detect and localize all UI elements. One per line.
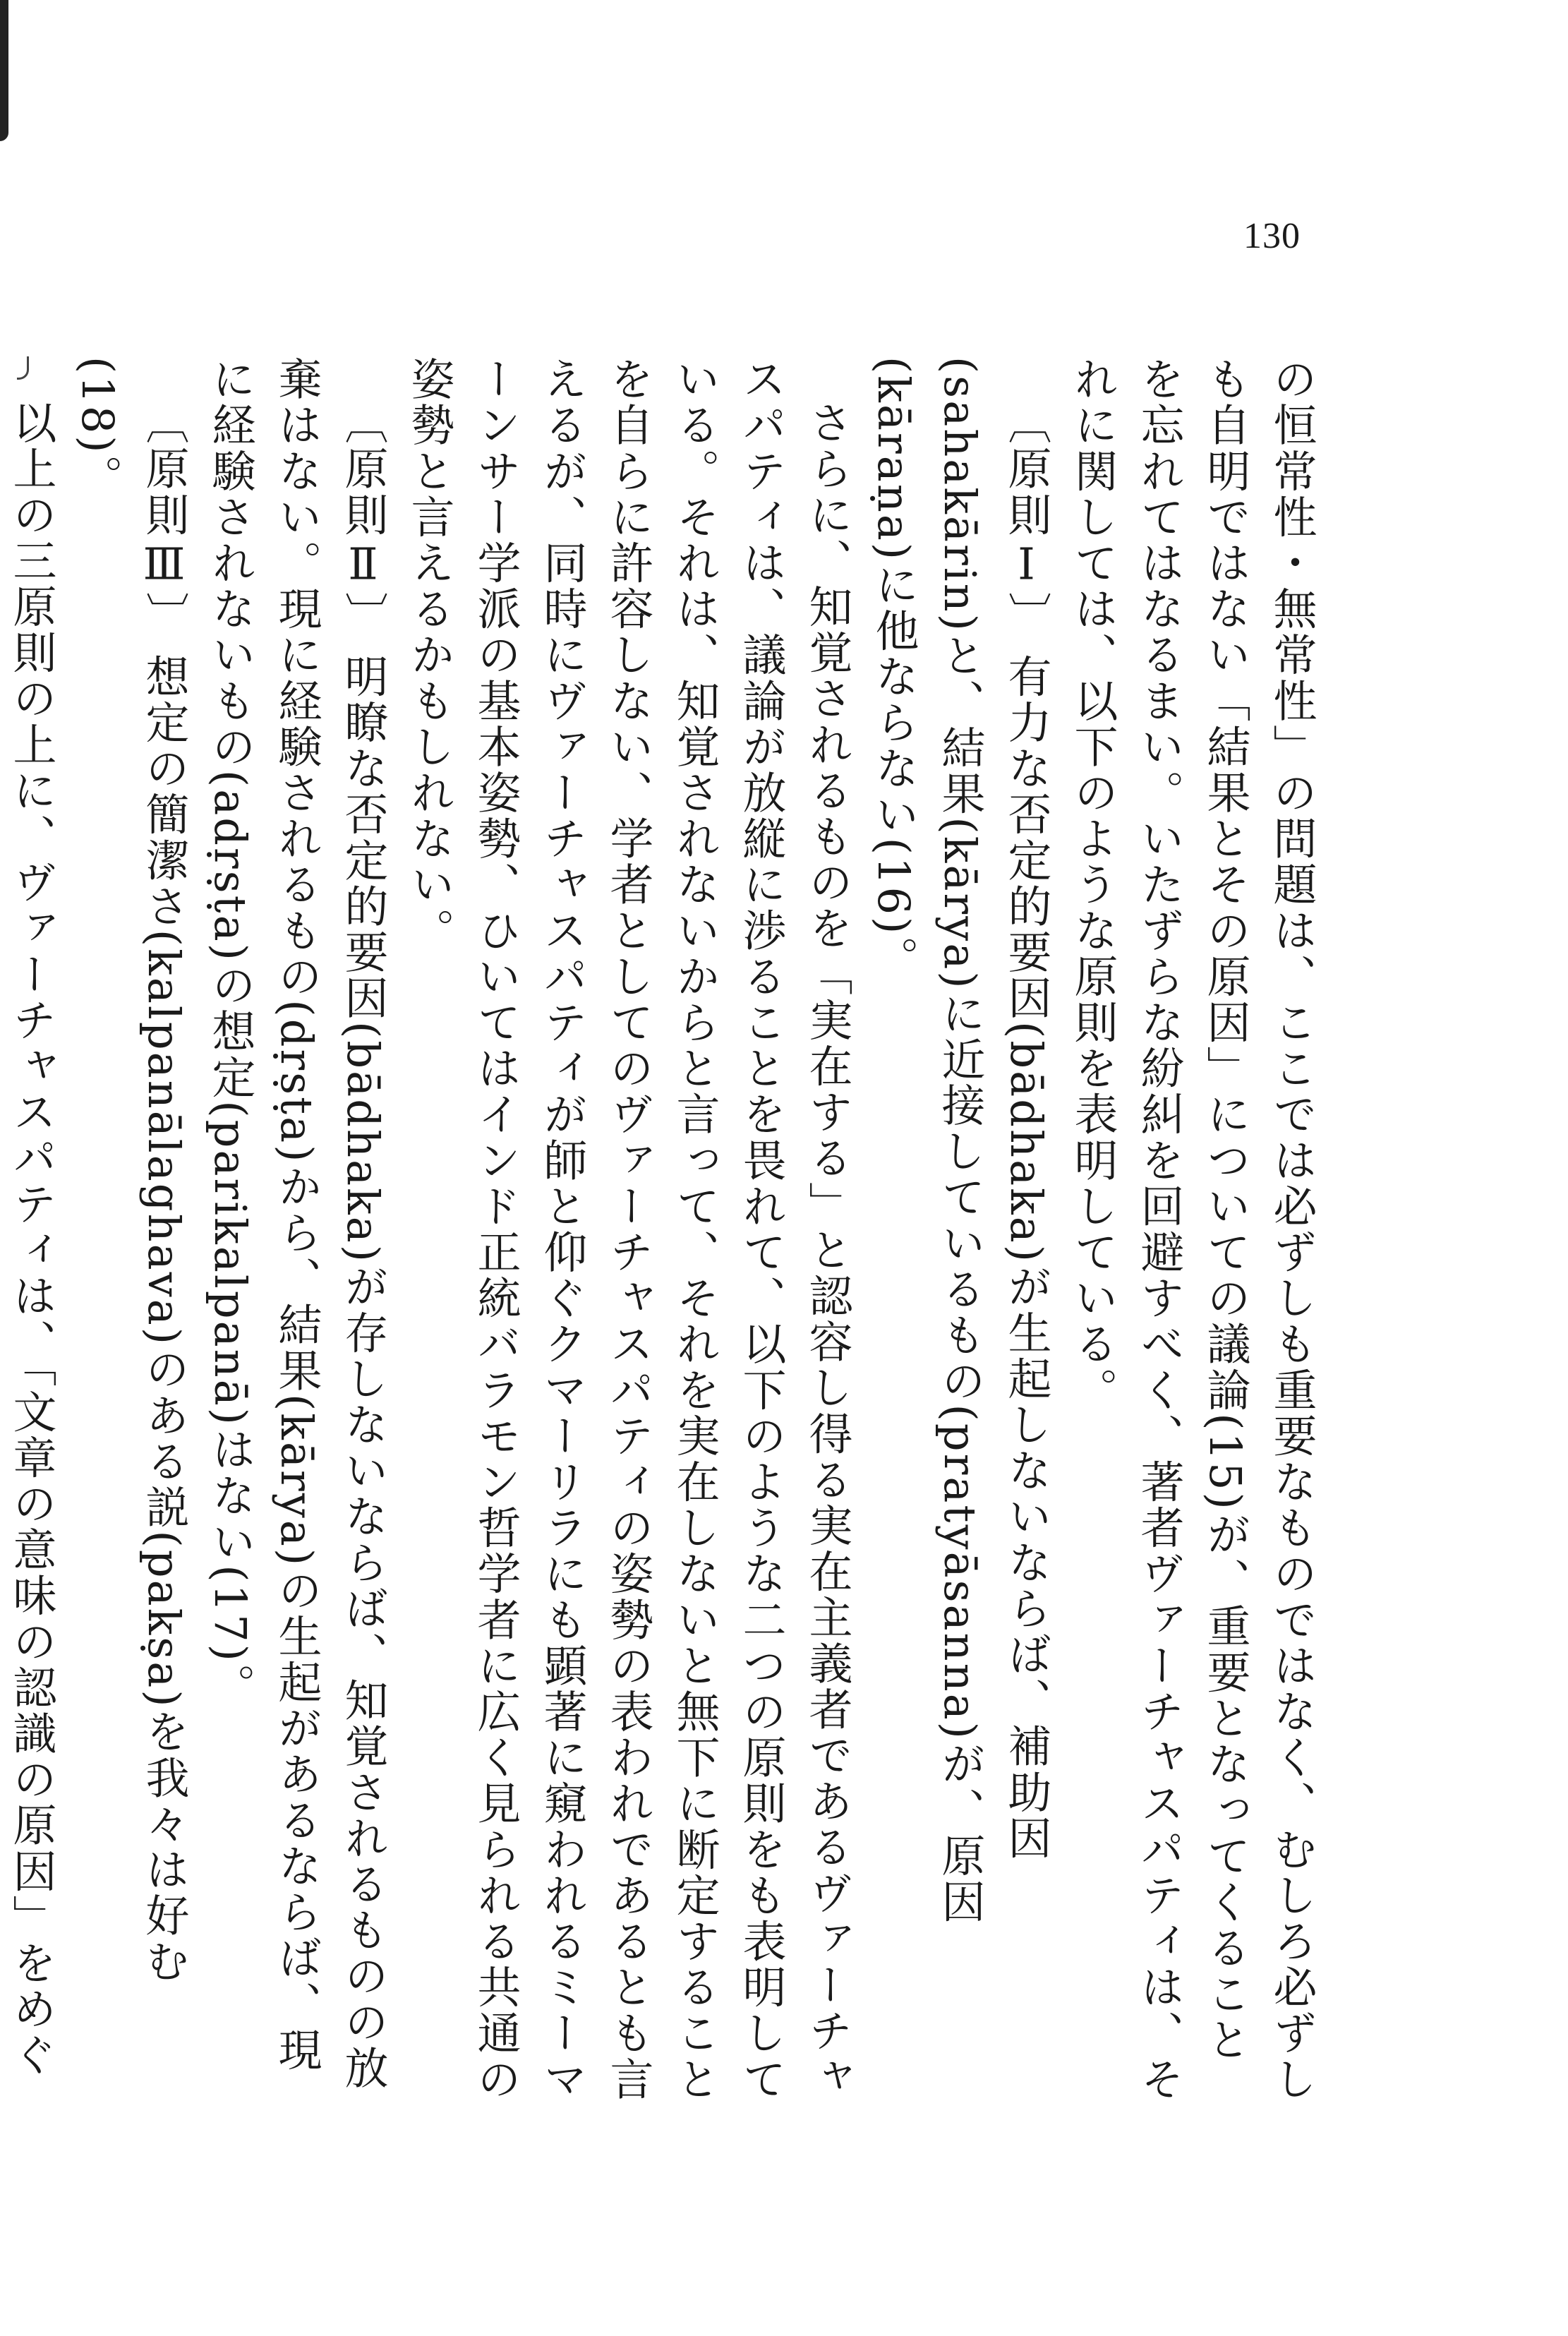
paragraph-conclusion: 以上の三原則の上に、ヴァーチャスパティは、「文章の意味の認識の原因」をめぐ (6, 400, 57, 2078)
paragraph-3: さらに、知覚されるものを「実在する」と認容し得る実在主義者であるヴァーチャスパティは、議論が放縦に渉ることを畏れて、以下のような二つの原則をも表明している。それは、知覚されないからと言って、それを実在しないと無下に断定することを自らに許容しない、学者としてのヴァーチャスパティの姿勢の表われであるとも言えるが、同時にヴァーチャスパティが師と仰ぐクマーリラにも顕著に窺われるミーマーンサー学派の基本姿勢、ひいてはインド正統バラモン哲学者に広く見られる共通の姿勢と言えるかもしれない。 (404, 356, 853, 2102)
paragraph-1: の恒常性・無常性」の問題は、ここでは必ずしも重要なものではなく、むしろ必ずしも自明ではない「結果とその原因」についての議論(15)が、重要となってくることを忘れてはなるまい。いたずらな紛糾を回避すべく、著者ヴァーチャスパティは、それに関しては、以下のような原則を表明している。 (1067, 356, 1317, 2102)
paragraph-principle-3: 〔原則Ⅲ〕 想定の簡潔さ(kalpanālaghava)のある説(pakṣa)を我々は好む(18)。 (72, 356, 190, 1985)
vertical-text-body (6, 356, 1325, 2107)
paragraph-principle-2: 〔原則Ⅱ〕 明瞭な否定的要因(bādhaka)が存しないならば、知覚されるものの放棄はない。現に経験されるもの(dṛṣṭa)から、結果(kārya)の生起があるならば、現に経験されないもの(adṛṣṭa)の想定(parikalpanā)はない(17)。 (205, 356, 389, 2091)
paragraph-principle-1: 〔原則Ⅰ〕 有力な否定的要因(bādhaka)が生起しないならば、補助因(sahakārin)と、結果(kārya)に近接しているもの(pratyāsanna)が、原因(kāraṇa)に他ならない(16)。 (868, 356, 1052, 1925)
page-edge-mark (0, 0, 8, 141)
page-number: 130 (1243, 216, 1301, 256)
